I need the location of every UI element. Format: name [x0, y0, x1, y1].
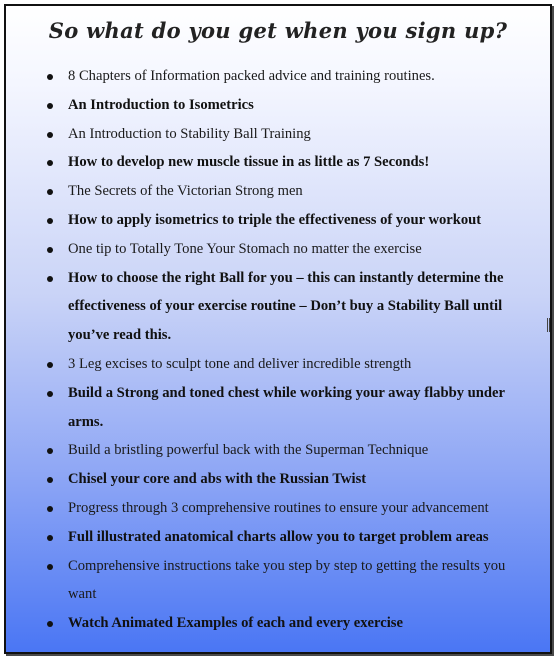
list-item-text: Watch Animated Examples of each and every exercise [68, 615, 403, 632]
list-item [6, 91, 550, 120]
list-item-text: How to choose the right Ball for you – this can instantly determine the effectiveness of your exercise routine – Don’t buy a Stability Ball until you’ve read this. [68, 269, 504, 344]
list-item [6, 62, 550, 91]
list-item [6, 609, 550, 638]
bullet-icon [47, 276, 53, 282]
bullet-icon [47, 189, 53, 195]
list-item [6, 120, 550, 149]
panel-title: So what do you get when you sign up? [48, 18, 508, 43]
list-item [6, 523, 550, 552]
list-item [6, 264, 550, 350]
list-item-text: How to apply isometrics to triple the effectiveness of your workout [68, 211, 482, 228]
bullet-icon [47, 132, 53, 138]
bullet-icon [47, 247, 53, 253]
bullet-icon [47, 621, 53, 627]
list-item-text: Build a Strong and toned chest while working your away flabby under arms. [68, 384, 505, 430]
bullet-icon [47, 160, 53, 166]
list-item [6, 436, 550, 465]
list-item [6, 494, 550, 523]
list-item-text: Build a bristling powerful back with the Superman Technique [68, 442, 429, 459]
bullet-icon [47, 564, 53, 570]
list-item-text: An Introduction to Stability Ball Training [68, 125, 311, 142]
benefits-list [6, 62, 550, 638]
list-item [6, 552, 550, 610]
list-item [6, 465, 550, 494]
bullet-icon [47, 391, 53, 397]
bullet-icon [47, 362, 53, 368]
list-item [6, 148, 550, 177]
bullet-icon [47, 74, 53, 80]
list-item [6, 235, 550, 264]
list-item-text: How to develop new muscle tissue in as little as 7 Seconds! [68, 154, 430, 171]
list-item-text: The Secrets of the Victorian Strong men [68, 183, 303, 200]
bullet-icon [47, 448, 53, 454]
bullet-icon [47, 535, 53, 541]
list-item-text: Progress through 3 comprehensive routines to ensure your advancement [68, 499, 489, 516]
list-item [6, 206, 550, 235]
bullet-icon [47, 103, 53, 109]
resize-handle[interactable] [547, 318, 550, 332]
list-item-text: Chisel your core and abs with the Russian Twist [68, 471, 367, 488]
list-item [6, 350, 550, 379]
list-item-text: Comprehensive instructions take you step by step to getting the results you want [68, 557, 506, 603]
list-item-text: An Introduction to Isometrics [68, 96, 254, 113]
bullet-icon [47, 506, 53, 512]
list-item-text: One tip to Totally Tone Your Stomach no matter the exercise [68, 240, 422, 257]
signup-benefits-panel [4, 4, 552, 654]
list-item [6, 379, 550, 437]
list-item-text: 3 Leg excises to sculpt tone and deliver incredible strength [68, 355, 412, 372]
list-item [6, 177, 550, 206]
bullet-icon [47, 218, 53, 224]
bullet-icon [47, 477, 53, 483]
list-item-text: Full illustrated anatomical charts allow you to target problem areas [68, 528, 489, 545]
list-item-text: 8 Chapters of Information packed advice and training routines. [68, 68, 435, 84]
